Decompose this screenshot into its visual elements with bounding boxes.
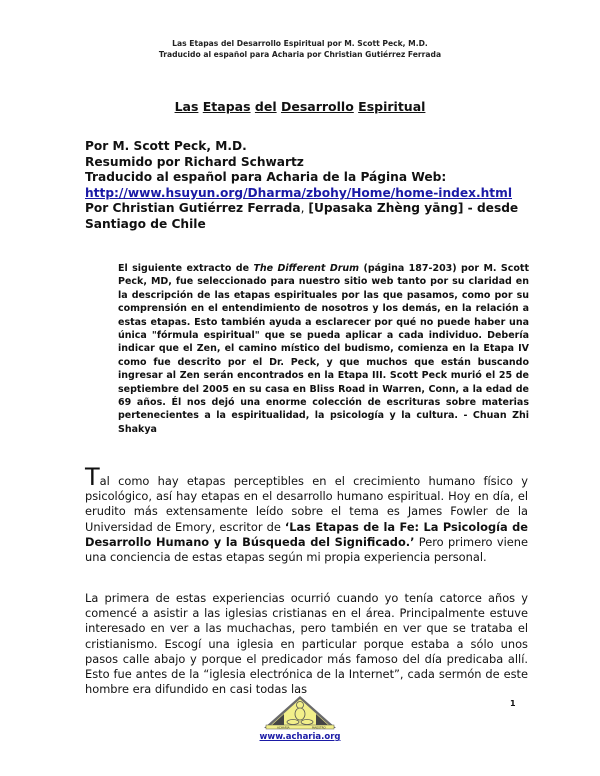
drop-cap: T — [85, 463, 100, 491]
page-number: 1 — [510, 699, 516, 708]
paragraph-text: al como hay etapas perceptibles en el crecimiento humano físico y psicológico, así hay etapas en el desarrollo humano espiritual. Hoy en día, el erudito más extensamente leído sobre el tema es James Fowler de la Universidad de Emory, escritor de — [85, 474, 528, 534]
running-header-line-2: Traducido al español para Acharia por Christian Gutiérrez Ferrada — [158, 50, 442, 59]
title-word: Espiritual — [358, 99, 426, 114]
source-link[interactable]: http://www.hsuyun.org/Dharma/zbohy/Home/home-index.html — [85, 185, 512, 200]
author-block — [85, 139, 535, 233]
intro-paragraph — [118, 262, 529, 436]
body-paragraph-2: La primera de estas experiencias ocurrió cuando yo tenía catorce años y comencé a asistir a las iglesias cristianas en el área. Principalmente estuve interesado en ver a las muchachas, pero también en ver que se trataba el cristianismo. Escogí una iglesia en particular porque estaba a sólo unos pasos calle abajo y porque el predicador más famoso del día predicaba allí. Esto fue antes de la “iglesia electrónica de la Internet”, cada sermón de este hombre era difundido en casi todas las — [85, 591, 528, 697]
body-paragraph-1 — [85, 463, 528, 565]
meditating-figure-icon — [262, 694, 338, 730]
title-word: Etapas — [202, 99, 251, 114]
paragraph-text: Pero primero viene una conciencia de estas etapas según mi propia experiencia personal. — [85, 534, 528, 565]
book-title: The Different Drum — [253, 263, 360, 274]
acharia-logo[interactable] — [262, 694, 338, 730]
svg-text:ACHARIA: ACHARIA — [277, 725, 290, 730]
intro-text: El siguiente extracto de — [118, 263, 254, 274]
book-reference: ‘Las Etapas de la Fe: La Psicología de Desarrollo Humano y la Búsqueda del Significado.’ — [85, 519, 528, 549]
translator-line — [85, 201, 535, 232]
translator-location: [Upasaka Zhèng yāng] - desde Santiago de Chile — [85, 201, 519, 231]
summarizer-line: Resumido por Richard Schwartz — [85, 154, 304, 169]
running-header-line-1: Las Etapas del Desarrollo Espiritual por M. Scott Peck, M.D. — [172, 39, 428, 48]
intro-text: (página 187-203) por M. Scott Peck, MD, fue seleccionado para nuestro sitio web tanto por su claridad en la descripción de las etapas espirituales por las que pasamos, como por su comprensión en el entendimiento de nosotros y los demás, en la relación a estas etapas. Esto también ayuda a esclarecer por qué no puede haber una única "fórmula espiritual" que se pueda aplicar a cada individuo. Debería indicar que el Zen, el camino místico del budismo, comienza en la Etapa IV como fue descrito por el Dr. Peck, y que muchos que están buscando ingresar al Zen serán encontrados en la Etapa III. Scott Peck murió el 25 de septiembre del 2005 en su casa en Bliss Road in Warren, Conn, a la edad de 69 años. Él nos dejó una enorme colección de escrituras sobre materias pertenecientes a la espiritualidad, la psicología y la cultura. - Chuan Zhi Shakya — [118, 263, 529, 435]
translation-source-line: Traducido al español para Acharia de la Página Web: — [85, 170, 447, 185]
title-word: Las — [174, 99, 199, 114]
translator-name: Por Christian Gutiérrez Ferrada — [85, 201, 301, 216]
running-header — [0, 38, 600, 60]
title-word: del — [254, 99, 277, 114]
comma: , — [300, 201, 309, 216]
author-line: Por M. Scott Peck, M.D. — [85, 139, 247, 153]
title-word: Desarrollo — [280, 99, 354, 114]
page-title — [0, 99, 600, 114]
svg-text:MAESTRO: MAESTRO — [312, 725, 326, 730]
acharia-website-link[interactable]: www.acharia.org — [259, 732, 341, 742]
